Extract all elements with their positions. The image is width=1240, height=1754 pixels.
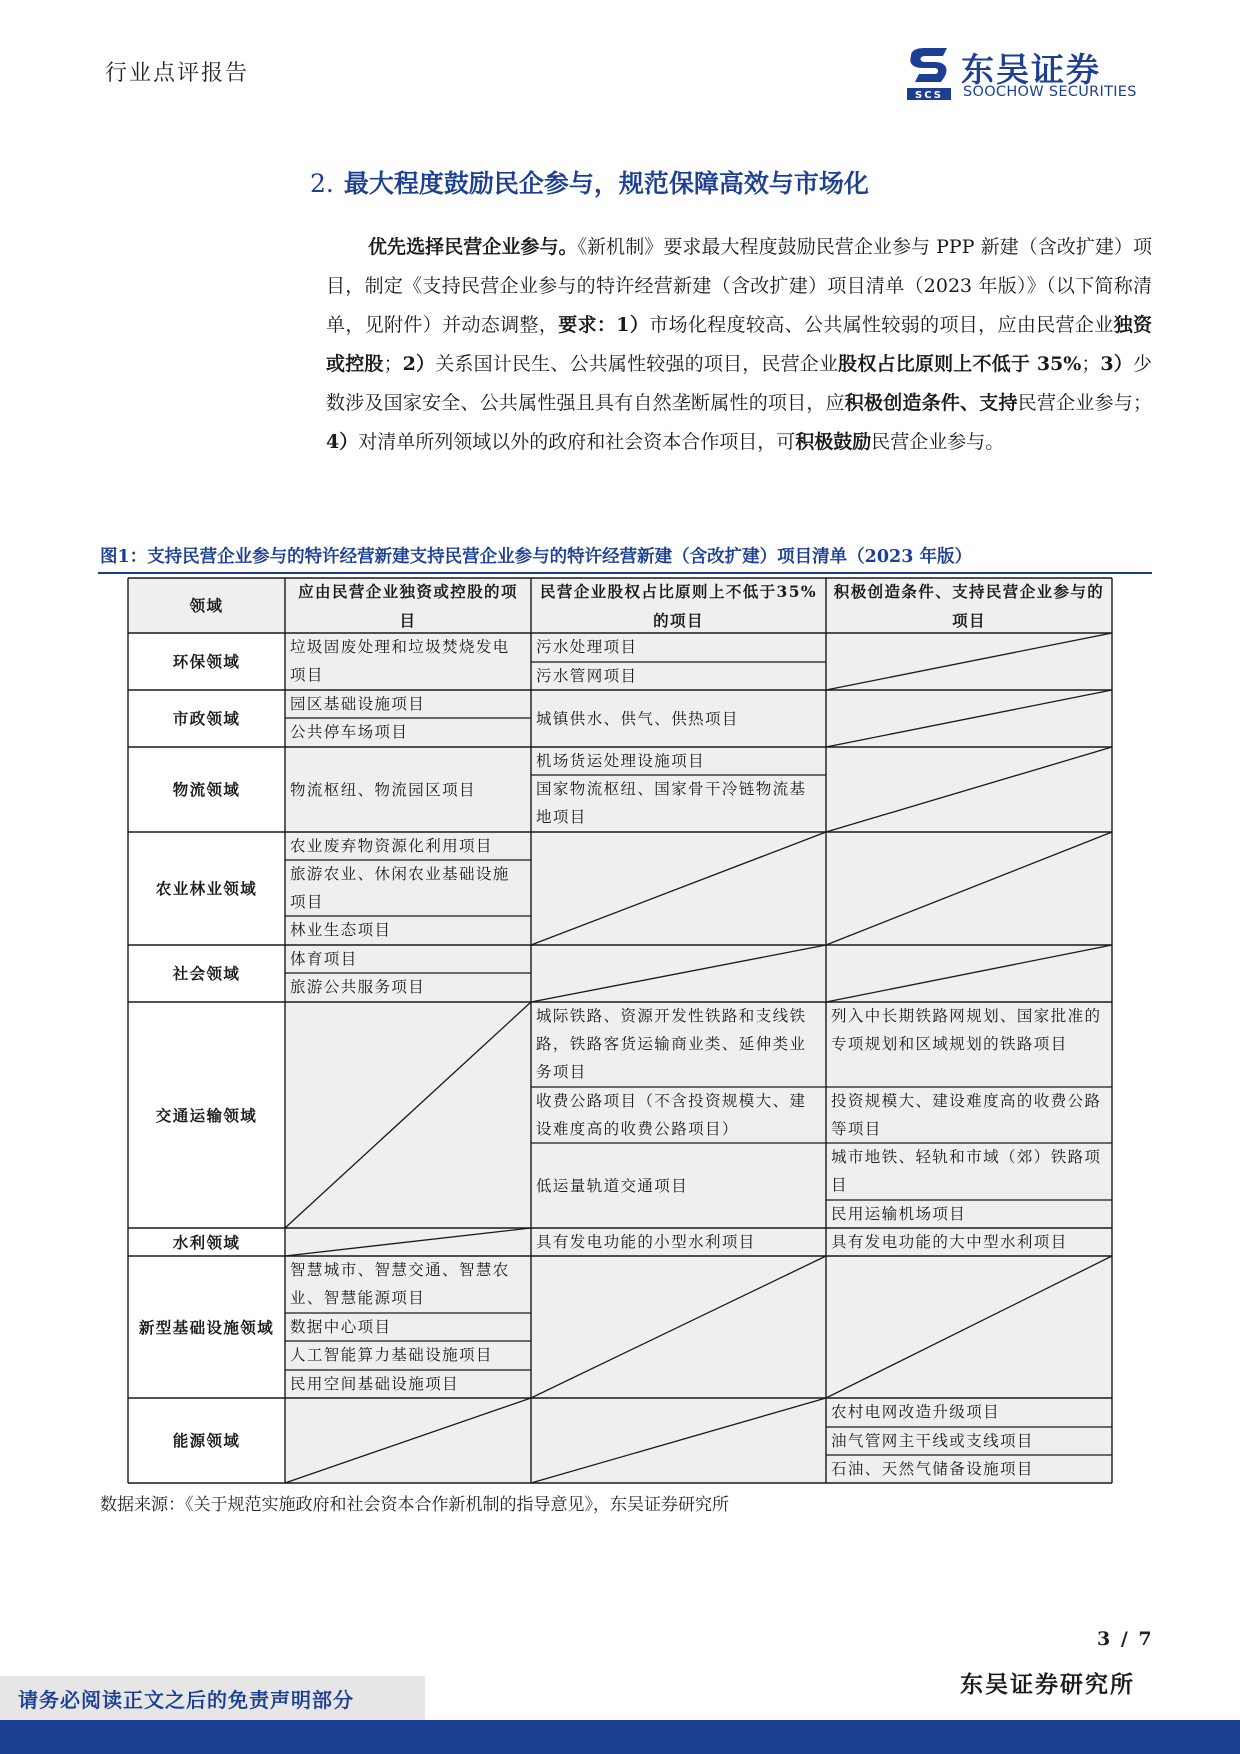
col2-project-cell: 城镇供水、供气、供热项目 xyxy=(531,690,826,747)
company-logo xyxy=(905,46,1155,104)
disclaimer-notice: 请务必阅读正文之后的免责声明部分 xyxy=(18,1688,354,1712)
col2-project-cell: 机场货运处理设施项目 xyxy=(531,747,826,775)
col2-project-cell: 污水处理项目 xyxy=(531,633,826,662)
empty-cell xyxy=(826,690,1112,747)
scs-logo-icon xyxy=(905,46,953,102)
domain-cell: 农业林业领域 xyxy=(155,879,258,898)
body-text: 民营企业参与； xyxy=(1017,392,1152,414)
col3-project-cell: 石油、天然气储备设施项目 xyxy=(826,1455,1112,1483)
emphasis-text: 要求：1） xyxy=(558,314,650,336)
col3-project-cell: 农村电网改造升级项目 xyxy=(826,1398,1112,1427)
col1-project-cell: 智慧城市、智慧交通、智慧农业、智慧能源项目 xyxy=(285,1256,531,1313)
section-number: 2. xyxy=(310,169,334,198)
empty-cell-slash xyxy=(531,832,826,945)
emphasis-text: 股权占比原则上不低于 35% xyxy=(838,353,1082,375)
empty-cell-slash xyxy=(531,1398,826,1483)
section-title: 最大程度鼓励民企参与，规范保障高效与市场化 xyxy=(343,169,869,198)
col2-project-cell: 污水管网项目 xyxy=(531,662,826,690)
col1-project-cell: 园区基础设施项目 xyxy=(285,690,531,718)
empty-cell-slash xyxy=(531,945,826,1002)
empty-cell xyxy=(285,1398,531,1483)
col1-project-cell: 公共停车场项目 xyxy=(285,718,531,747)
footer-brand: 东吴证券研究所 xyxy=(960,1671,1135,1698)
body-text: ； xyxy=(383,353,403,375)
logo-chinese-name: 东吴证券 xyxy=(961,50,1101,89)
empty-cell-slash xyxy=(826,690,1112,747)
empty-cell-slash xyxy=(285,1002,531,1228)
body-text: 对清单所列领域以外的政府和社会资本合作项目，可 xyxy=(358,431,796,453)
col1-project-cell: 数据中心项目 xyxy=(285,1313,531,1341)
header-cell: 领域 xyxy=(128,578,285,633)
col1-project-cell: 旅游农业、休闲农业基础设施项目 xyxy=(285,860,531,916)
data-source-note: 数据来源：《关于规范实施政府和社会资本合作新机制的指导意见》，东吴证券研究所 xyxy=(100,1495,729,1515)
empty-cell xyxy=(531,1398,826,1483)
col1-project-cell: 人工智能算力基础设施项目 xyxy=(285,1341,531,1370)
col3-project-cell: 具有发电功能的大中型水利项目 xyxy=(826,1228,1112,1256)
empty-cell xyxy=(531,1256,826,1398)
empty-cell xyxy=(826,747,1112,832)
emphasis-text: 优先选择民营企业参与。 xyxy=(368,236,578,258)
empty-cell-slash xyxy=(826,633,1112,690)
col1-project-cell: 林业生态项目 xyxy=(285,916,531,945)
emphasis-text: 独资或控股 xyxy=(326,314,1152,375)
domain-cell: 物流领域 xyxy=(172,780,241,799)
caption-rule xyxy=(98,572,1152,574)
empty-cell-slash xyxy=(285,1398,531,1483)
empty-cell xyxy=(826,832,1112,945)
page-number: 3 / 7 xyxy=(1097,1628,1154,1650)
empty-cell-slash xyxy=(826,747,1112,832)
col2-project-cell: 具有发电功能的小型水利项目 xyxy=(531,1228,826,1256)
header-cell: 应由民营企业独资或控股的项目 xyxy=(285,578,531,633)
empty-cell xyxy=(531,832,826,945)
col1-project-cell: 体育项目 xyxy=(285,945,531,973)
empty-cell xyxy=(285,1228,531,1256)
empty-cell-slash xyxy=(531,1256,826,1398)
domain-cell: 市政领域 xyxy=(172,709,241,728)
col3-project-cell: 民用运输机场项目 xyxy=(826,1200,1112,1228)
body-text: 《新机制》要求最大程度鼓励民营企业参与 PPP 新建（含改扩建）项目，制定《支持民营企业参与的特许经营新建（含改扩建）项目清单（2023 年版）》（以下简称清单，见附件）并动态调整， xyxy=(326,236,1152,336)
body-text: 少数涉及国家安全、公共属性强且具有自然垄断属性的项目，应 xyxy=(326,353,1152,414)
body-paragraph xyxy=(326,228,1152,462)
domain-cell: 水利领域 xyxy=(172,1232,241,1252)
figure-caption: 图1：支持民营企业参与的特许经营新建支持民营企业参与的特许经营新建（含改扩建）项目清单（2023 年版） xyxy=(100,547,972,567)
logo-english-name: SOOCHOW SECURITIES xyxy=(963,84,1137,100)
empty-cell xyxy=(531,945,826,1002)
section-heading xyxy=(310,164,869,200)
header-cell: 积极创造条件、支持民营企业参与的项目 xyxy=(826,578,1112,633)
domain-cell: 社会领域 xyxy=(172,964,241,983)
col1-project-cell: 垃圾固废处理和垃圾焚烧发电项目 xyxy=(285,633,531,690)
header-cell: 民营企业股权占比原则上不低于35%的项目 xyxy=(531,578,826,633)
empty-cell xyxy=(285,1002,531,1228)
svg-text:SCS: SCS xyxy=(915,90,943,101)
report-type-label: 行业点评报告 xyxy=(105,61,250,86)
empty-cell xyxy=(826,1256,1112,1398)
domain-cell: 新型基础设施领域 xyxy=(138,1317,275,1337)
emphasis-text: 4） xyxy=(326,431,359,453)
empty-cell-slash xyxy=(826,832,1112,945)
empty-cell-slash xyxy=(285,1228,531,1256)
col1-project-cell: 旅游公共服务项目 xyxy=(285,973,531,1002)
body-text: ； xyxy=(1081,353,1101,375)
col2-project-cell: 低运量轨道交通项目 xyxy=(531,1143,826,1228)
domain-cell: 交通运输领域 xyxy=(155,1105,258,1125)
col3-project-cell: 列入中长期铁路网规划、国家批准的专项规划和区域规划的铁路项目 xyxy=(826,1002,1112,1087)
col3-project-cell: 城市地铁、轻轨和市域（郊）铁路项目 xyxy=(826,1143,1112,1200)
col1-project-cell: 农业废弃物资源化利用项目 xyxy=(285,832,531,860)
emphasis-text: 积极创造条件、支持 xyxy=(844,392,1018,414)
empty-cell-slash xyxy=(826,1256,1112,1398)
col3-project-cell: 投资规模大、建设难度高的收费公路等项目 xyxy=(826,1087,1112,1143)
body-text: 关系国计民生、公共属性较强的项目，民营企业 xyxy=(435,353,839,375)
body-text: 民营企业参与。 xyxy=(871,431,1005,453)
body-text: 市场化程度较高、公共属性较弱的项目，应由民营企业 xyxy=(649,314,1114,336)
col2-project-cell: 收费公路项目（不含投资规模大、建设难度高的收费公路项目） xyxy=(531,1087,826,1143)
col1-project-cell: 物流枢纽、物流园区项目 xyxy=(285,747,531,832)
col2-project-cell: 城际铁路、资源开发性铁路和支线铁路，铁路客货运输商业类、延伸类业务项目 xyxy=(531,1002,826,1087)
empty-cell xyxy=(826,633,1112,690)
col3-project-cell: 油气管网主干线或支线项目 xyxy=(826,1427,1112,1455)
footer-bar xyxy=(0,1720,1240,1754)
emphasis-text: 2） xyxy=(402,353,436,375)
domain-cell: 能源领域 xyxy=(172,1431,241,1450)
empty-cell-slash xyxy=(826,945,1112,1002)
emphasis-text: 积极鼓励 xyxy=(795,431,872,453)
emphasis-text: 3） xyxy=(1100,353,1133,375)
col1-project-cell: 民用空间基础设施项目 xyxy=(285,1370,531,1398)
col2-project-cell: 国家物流枢纽、国家骨干冷链物流基地项目 xyxy=(531,775,826,832)
domain-cell: 环保领域 xyxy=(172,652,241,671)
empty-cell xyxy=(826,945,1112,1002)
